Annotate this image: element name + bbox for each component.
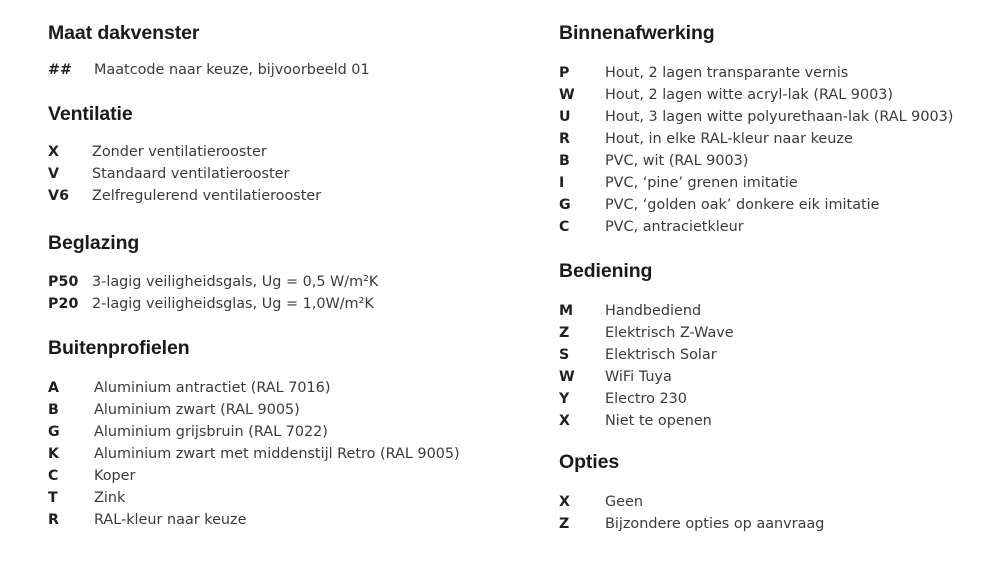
spec-code: C [48, 468, 59, 484]
spec-description: Aluminium grijsbruin (RAL 7022) [94, 424, 328, 440]
spec-code: P50 [48, 274, 79, 290]
list-item [559, 150, 989, 172]
section-title-opties: Opties [559, 451, 620, 473]
section-opties [559, 451, 989, 535]
list-item [48, 59, 528, 81]
spec-code: G [48, 424, 60, 440]
spec-code: R [48, 512, 60, 528]
spec-description: Bijzondere opties op aanvraag [605, 516, 825, 532]
section-title-binnenafwerking: Binnenafwerking [559, 22, 715, 44]
spec-description: Geen [605, 494, 643, 510]
section-maat-dakvenster [48, 22, 528, 81]
spec-description: Standaard ventilatierooster [92, 166, 290, 182]
section-ventilatie [48, 103, 528, 207]
section-title-bediening: Bediening [559, 260, 653, 282]
list-item [559, 344, 989, 366]
spec-code: V [48, 166, 60, 182]
list-item [48, 377, 528, 399]
spec-description: Maatcode naar keuze, bijvoorbeeld 01 [94, 62, 370, 78]
spec-description: Aluminium zwart met middenstijl Retro (RAL 9005) [94, 446, 460, 462]
spec-list-opties [559, 491, 989, 535]
spec-description: 2-lagig veiligheidsglas, Ug = 1,0W/m²K [92, 296, 374, 312]
spec-code: W [559, 87, 575, 103]
list-item [559, 172, 989, 194]
spec-code: B [559, 153, 570, 169]
spec-description: Hout, 3 lagen witte polyurethaan-lak (RAL 9003) [605, 109, 954, 125]
list-item [559, 300, 989, 322]
spec-code: I [559, 175, 565, 191]
list-item [48, 399, 528, 421]
spec-code: W [559, 369, 575, 385]
list-item [559, 62, 989, 84]
spec-list-binnenafwerking [559, 62, 989, 238]
spec-code: X [559, 494, 571, 510]
spec-code: Y [559, 391, 570, 407]
spec-code: M [559, 303, 574, 319]
spec-code: C [559, 219, 570, 235]
spec-code: X [48, 144, 60, 160]
spec-description: Elektrisch Z-Wave [605, 325, 734, 341]
spec-description: PVC, wit (RAL 9003) [605, 153, 749, 169]
spec-list-buitenprofielen [48, 377, 528, 531]
list-item [48, 487, 528, 509]
spec-code: ## [48, 62, 72, 78]
spec-description: PVC, antracietkleur [605, 219, 744, 235]
spec-code: A [48, 380, 60, 396]
list-item [559, 366, 989, 388]
spec-code: B [48, 402, 59, 418]
section-bediening [559, 260, 989, 432]
list-item [48, 141, 528, 163]
list-item [559, 410, 989, 432]
spec-code: P20 [48, 296, 79, 312]
list-item [559, 216, 989, 238]
list-item [48, 421, 528, 443]
list-item [559, 84, 989, 106]
spec-code: T [48, 490, 58, 506]
spec-code: Z [559, 516, 570, 532]
spec-list-beglazing [48, 271, 528, 315]
spec-description: 3-lagig veiligheidsgals, Ug = 0,5 W/m²K [92, 274, 379, 290]
spec-code: K [48, 446, 60, 462]
section-title-maat-dakvenster: Maat dakvenster [48, 22, 200, 44]
list-item [559, 491, 989, 513]
spec-list-ventilatie [48, 141, 528, 207]
spec-description: Niet te openen [605, 413, 712, 429]
spec-description: PVC, ‘golden oak’ donkere eik imitatie [605, 197, 880, 213]
list-item [48, 185, 528, 207]
list-item [559, 194, 989, 216]
spec-description: Aluminium zwart (RAL 9005) [94, 402, 300, 418]
spec-description: RAL-kleur naar keuze [94, 512, 247, 528]
spec-description: Handbediend [605, 303, 702, 319]
list-item [48, 271, 528, 293]
list-item [48, 465, 528, 487]
spec-description: Zink [94, 490, 126, 506]
spec-list-bediening [559, 300, 989, 432]
list-item [559, 106, 989, 128]
spec-description: Zelfregulerend ventilatierooster [92, 188, 322, 204]
spec-description: PVC, ‘pine’ grenen imitatie [605, 175, 798, 191]
list-item [48, 509, 528, 531]
spec-code: Z [559, 325, 570, 341]
spec-code: S [559, 347, 570, 363]
list-item [48, 163, 528, 185]
spec-code: V6 [48, 188, 70, 204]
list-item [559, 513, 989, 535]
spec-description: Elektrisch Solar [605, 347, 717, 363]
section-title-beglazing: Beglazing [48, 232, 140, 254]
section-title-ventilatie: Ventilatie [48, 103, 133, 125]
list-item [559, 128, 989, 150]
list-item [48, 293, 528, 315]
section-binnenafwerking [559, 22, 989, 238]
list-item [559, 388, 989, 410]
spec-code: X [559, 413, 571, 429]
section-title-buitenprofielen: Buitenprofielen [48, 337, 190, 359]
section-buitenprofielen [48, 337, 528, 531]
spec-code: R [559, 131, 571, 147]
section-beglazing [48, 232, 528, 315]
spec-description: Aluminium antractiet (RAL 7016) [94, 380, 331, 396]
spec-description: Hout, 2 lagen witte acryl-lak (RAL 9003) [605, 87, 894, 103]
list-item [559, 322, 989, 344]
spec-code: P [559, 65, 570, 81]
spec-description: Zonder ventilatierooster [92, 144, 267, 160]
spec-code: G [559, 197, 571, 213]
spec-description: WiFi Tuya [605, 369, 672, 385]
spec-code: U [559, 109, 571, 125]
list-item [48, 443, 528, 465]
spec-description: Electro 230 [605, 391, 687, 407]
spec-list-maat-dakvenster [48, 59, 528, 81]
spec-description: Hout, in elke RAL-kleur naar keuze [605, 131, 853, 147]
spec-description: Koper [94, 468, 136, 484]
spec-description: Hout, 2 lagen transparante vernis [605, 65, 849, 81]
